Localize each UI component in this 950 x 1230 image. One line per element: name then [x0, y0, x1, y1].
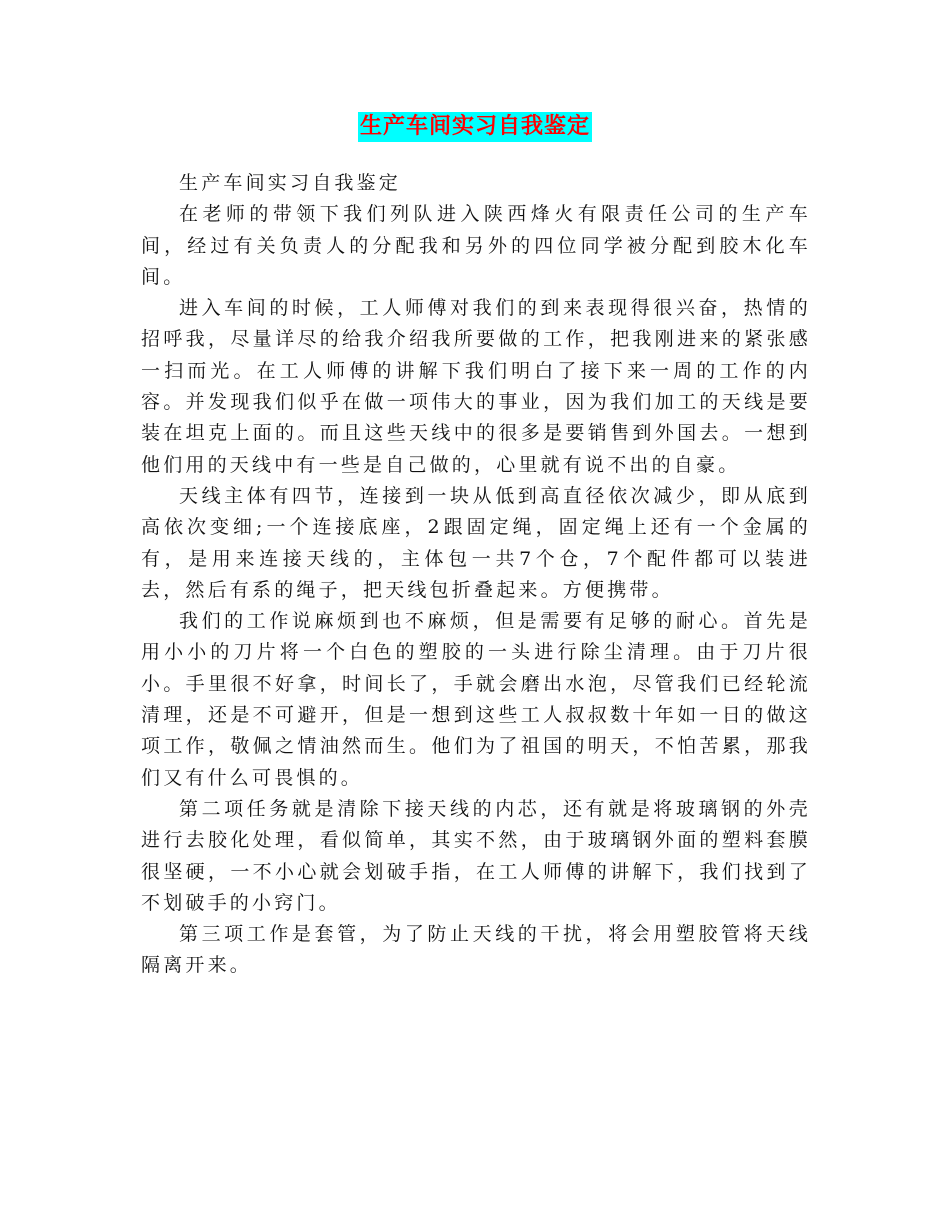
paragraph: 天线主体有四节，连接到一块从低到高直径依次减少，即从底到高依次变细;一个连接底座，2跟固定绳，固定绳上还有一个金属的有，是用来连接天线的，主体包一共7个仓，7个配件都可以装进去，然后有系的绳子，把天线包折叠起来。方便携带。 — [141, 484, 811, 601]
document-body — [141, 168, 811, 982]
paragraph: 第二项任务就是清除下接天线的内芯，还有就是将玻璃钢的外壳进行去胶化处理，看似简单，其实不然，由于玻璃钢外面的塑料套膜很坚硬，一不小心就会划破手指，在工人师傅的讲解下，我们找到了不划破手的小窍门。 — [141, 797, 811, 914]
title-container — [0, 112, 950, 142]
paragraph: 进入车间的时候，工人师傅对我们的到来表现得很兴奋，热情的招呼我，尽量详尽的给我介绍我所要做的工作，把我刚进来的紧张感一扫而光。在工人师傅的讲解下我们明白了接下来一周的工作的内容。并发现我们似乎在做一项伟大的事业，因为我们加工的天线是要装在坦克上面的。而且这些天线中的很多是要销售到外国去。一想到他们用的天线中有一些是自己做的，心里就有说不出的自豪。 — [141, 297, 811, 476]
paragraph: 我们的工作说麻烦到也不麻烦，但是需要有足够的耐心。首先是用小小的刀片将一个白色的塑胶的一头进行除尘清理。由于刀片很小。手里很不好拿，时间长了，手就会磨出水泡，尽管我们已经轮流清理，还是不可避开，但是一想到这些工人叔叔数十年如一日的做这项工作，敬佩之情油然而生。他们为了祖国的明天，不怕苦累，那我们又有什么可畏惧的。 — [141, 610, 811, 789]
paragraph: 第三项工作是套管，为了防止天线的干扰，将会用塑胶管将天线隔离开来。 — [141, 923, 811, 977]
paragraph: 在老师的带领下我们列队进入陕西烽火有限责任公司的生产车间，经过有关负责人的分配我和另外的四位同学被分配到胶木化车间。 — [141, 203, 811, 288]
paragraph-subtitle: 生产车间实习自我鉴定 — [179, 172, 402, 194]
document-title: 生产车间实习自我鉴定 — [358, 112, 592, 142]
